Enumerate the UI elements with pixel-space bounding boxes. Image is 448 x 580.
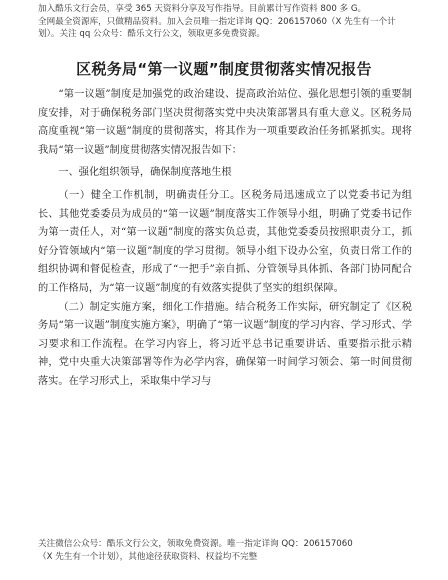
header-ad: 加入酷乐文行会员，享受 365 天资料分享及写作指导。目前累计写作资料 800 多 G。 全网最全资源库，只做精品资料。加入会员唯一指定详询 QQ：206157060（X 先生有一个计划）。关注 qq 公众号：酷乐文行公文，领取更多免费资源。 [38,4,396,39]
intro-paragraph: “第一议题”制度是加强党的政治建设、提高政治站位、强化思想引领的重要制度安排，对于确保税务部门坚决贯彻落实党中央决策部署具有重大意义。区税务局高度重视“第一议题”制度的贯彻落实，将其作为一项重要政治任务抓紧抓实。现将我局“第一议题”制度贯彻落实情况报告如下： [38,89,412,156]
document-body [38,86,412,392]
paragraph-1: （一）健全工作机制，明确责任分工。区税务局迅速成立了以党委书记为组长、其他党委委员为成员的“第一议题”制度落实工作领导小组，明确了党委书记作为第一责任人，对“第一议题”制度的落实负总责，其他党委委员按照职责分工，抓好分管领域内“第一议题”制度的学习贯彻。领导小组下设办公室，负责日常工作的组织协调和督促检查，形成了“一把手”亲自抓、分管领导具体抓、各部门协同配合的工作格局，为“第一议题”制度的有效落实提供了坚实的组织保障。 [38,189,412,294]
paragraph-2: （二）制定实施方案，细化工作措施。结合税务工作实际，研究制定了《区税务局“第一议题”制度实施方案》，明确了“第一议题”制度的学习内容、学习形式、学习要求和工作流程。在学习内容上，将习近平总书记重要讲话、重要指示批示精神，党中央重大决策部署等作为必学内容，确保第一时间学习领会、第一时间贯彻落实。在学习形式上，采取集中学习与 [38,301,412,387]
document-title: 区税务局“第一议题”制度贯彻落实情况报告 [76,60,372,78]
footer-ad: 关注微信公众号：酷乐文行公文，领取免费资源。唯一指定详询 QQ：206157060 （X 先生有一个计划），其他途径获取资料、权益均不完整 [38,539,353,562]
section-heading: 一、强化组织领导，确保制度落地生根 [58,167,232,179]
